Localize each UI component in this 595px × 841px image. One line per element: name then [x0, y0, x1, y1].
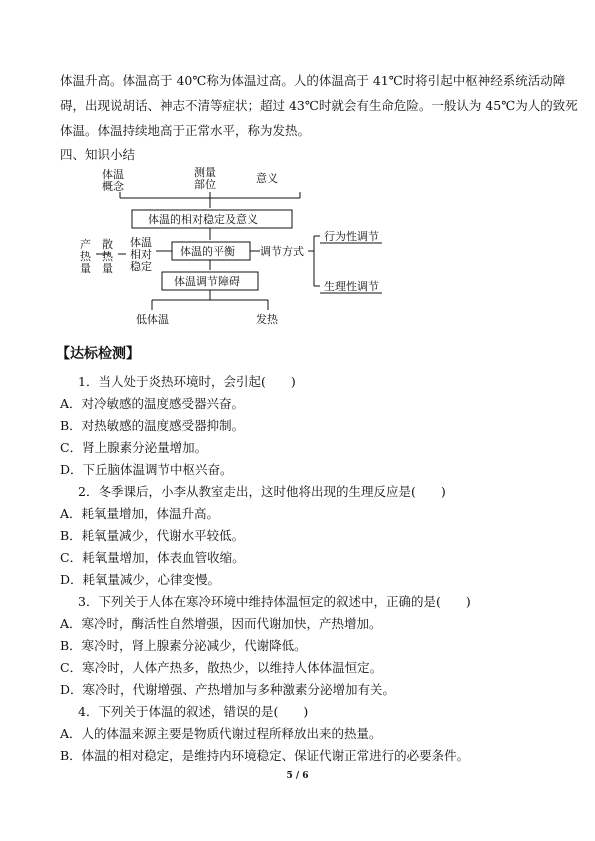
diagram-left2-a: 散: [102, 238, 113, 251]
diagram-left-bottom1: 量: [80, 262, 91, 275]
question-3-option-d: D．寒冷时，代谢增强、产热增加与多种激素分泌增加有关。: [60, 682, 396, 697]
intro-line-2: 碍，出现说胡话、神志不清等症状；超过 43℃时就会有生命危险。一般认为 45℃为人的致死: [60, 98, 578, 113]
question-2-option-d: D．耗氧量减少，心律变慢。: [60, 572, 221, 587]
diagram-top1-a: 体温: [102, 168, 124, 181]
question-4-option-a: A．人的体温来源主要是物质代谢过程所释放出来的热量。: [60, 726, 382, 741]
diagram-fever: 发热: [256, 313, 278, 326]
diagram-method: 调节方式: [260, 245, 304, 258]
diagram-left1-b: 热: [80, 250, 91, 263]
diagram-left3-a: 体温: [130, 236, 152, 249]
diagram-left-bottom2: 量: [102, 262, 113, 275]
question-2-option-c: C．耗氧量增加，体表血管收缩。: [60, 550, 245, 565]
diagram-balance: 体温的平衡: [180, 245, 235, 258]
question-1-option-d: D．下丘脑体温调节中枢兴奋。: [60, 462, 233, 477]
diagram-center-title: 体温的相对稳定及意义: [148, 213, 258, 226]
question-1-option-b: B．对热敏感的温度感受器抑制。: [60, 418, 245, 433]
diagram-low: 低体温: [136, 313, 169, 326]
question-3-option-a: A．寒冷时，酶活性自然增强，因而代谢加快，产热增加。: [60, 616, 382, 631]
question-1-option-a: A．对冷敏感的温度感受器兴奋。: [60, 396, 245, 411]
diagram-top2-b: 部位: [194, 178, 216, 191]
question-2-option-a: A．耗氧量增加，体温升高。: [60, 506, 220, 521]
question-3-stem: 3．下列关于人体在寒冷环境中维持体温恒定的叙述中，正确的是( ): [78, 594, 471, 609]
diagram-disorder: 体温调节障碍: [174, 275, 240, 288]
knowledge-diagram: [70, 160, 400, 330]
question-2-stem: 2．冬季课后，小李从教室走出，这时他将出现的生理反应是( ): [78, 484, 446, 499]
question-1-option-c: C．肾上腺素分泌量增加。: [60, 440, 208, 455]
question-3-option-b: B．寒冷时，肾上腺素分泌减少，代谢降低。: [60, 638, 307, 653]
question-4-option-b: B．体温的相对稳定，是维持内环境稳定、保证代谢正常进行的必要条件。: [60, 748, 470, 763]
diagram-left3-b: 相对: [130, 248, 152, 261]
section-title: 【达标检测】: [56, 346, 140, 362]
intro-line-3: 体温。体温持续地高于正常水平，称为发热。: [60, 123, 311, 138]
diagram-top1-b: 概念: [102, 180, 124, 193]
question-1-stem: 1．当人处于炎热环境时，会引起( ): [78, 374, 296, 389]
diagram-right1: 行为性调节: [324, 230, 379, 243]
summary-heading: 四、知识小结: [60, 147, 136, 162]
diagram-left1-a: 产: [80, 238, 91, 251]
intro-line-1: 体温升高。体温高于 40℃称为体温过高。人的体温高于 41℃时将引起中枢神经系统活动障: [60, 73, 566, 88]
question-4-stem: 4．下列关于体温的叙述，错误的是( ): [78, 704, 309, 719]
question-2-option-b: B．耗氧量减少，代谢水平较低。: [60, 528, 245, 543]
diagram-left3-c: 稳定: [130, 260, 152, 273]
diagram-right2: 生理性调节: [324, 280, 379, 293]
question-3-option-c: C．寒冷时，人体产热多，散热少，以维持人体体温恒定。: [60, 660, 383, 675]
page-number: 5 / 6: [286, 771, 309, 781]
diagram-top3: 意义: [256, 172, 278, 185]
diagram-top2-a: 测量: [194, 166, 216, 179]
diagram-left2-b: 热: [102, 250, 113, 263]
